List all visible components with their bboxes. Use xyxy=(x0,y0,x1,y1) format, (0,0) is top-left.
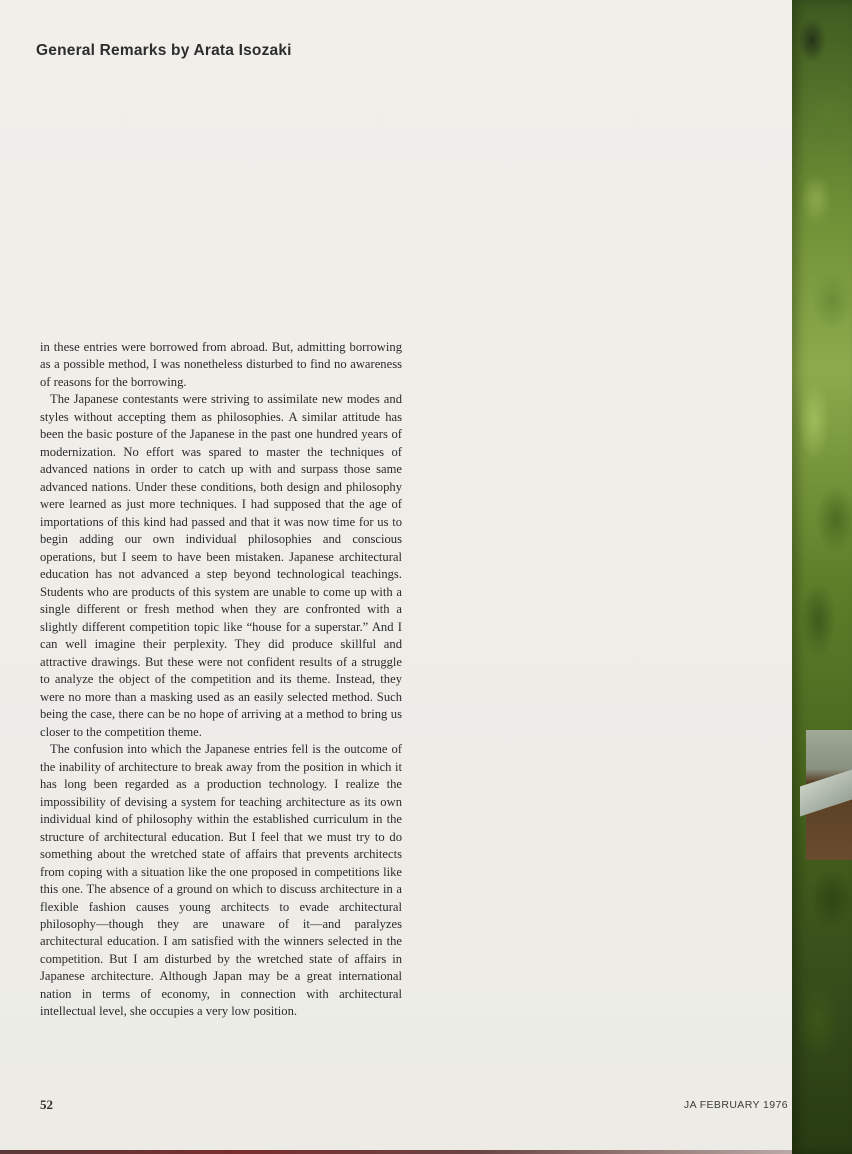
page-number: 52 xyxy=(40,1097,53,1112)
paragraph-2: The Japanese contestants were striving to assimilate new modes and styles without accepting them as philosophies. A similar attitude has been the basic posture of the Japanese in the past one hundred years of modernization. No effort was spared to master the techniques of advanced nations in order to catch up with and surpass those same advanced nations. Under these conditions, both design and philosophy were learned as just more techniques. I had supposed that the age of importations of this kind had passed and that it was now time for us to begin adding our own individual philosophies and conscious operations, but I seem to have been mistaken. Japanese architectural education has not advanced a step beyond technological teachings. Students who are products of this system are unable to come up with a single different or fresh method when they are confronted with a slightly different competition topic like “house for a superstar.” And I can well imagine their perplexity. They did produce skillful and attractive drawings. But these were not confident results of a struggle to analyze the object of the competition and its theme. Instead, they were no more than a masking used as an easily selected method. Such being the case, there can be no hope of arriving at a method to bring us closer to the competition theme. xyxy=(40,392,402,739)
paragraph-3: The confusion into which the Japanese entries fell is the outcome of the inability of architecture to break away from the position in which it has long been regarded as a production technology. I realize the impossibility of devising a system for teaching architecture as its own individual kind of philosophy within the established curriculum in the structure of architectural education. But I feel that we must try to do something about the wretched state of affairs that prevents architects from coping with a situation like the one proposed in competitions like this one. The absence of a ground on which to discuss architecture in a flexible fashion causes young architects to evade architectural philosophy—though they are unaware of it—and paralyzes architectural education. I am satisfied with the winners selected in the competition. But I am disturbed by the wretched state of affairs in Japanese architecture. Although Japan may be a great international nation in terms of economy, in connection with architectural intellectual level, she occupies a very low position. xyxy=(40,742,402,1019)
bottom-edge-line xyxy=(0,1150,792,1154)
paragraph-1: in these entries were borrowed from abroad. But, admitting borrowing as a possible method, I was nonetheless disturbed to find no awareness of reasons for the borrowing. xyxy=(40,340,402,389)
journal-footer: JA FEBRUARY 1976 xyxy=(683,1099,788,1111)
article-body xyxy=(40,339,402,1021)
article-title: General Remarks by Arata Isozaki xyxy=(36,42,292,59)
forest-photo-edge xyxy=(792,0,852,1154)
